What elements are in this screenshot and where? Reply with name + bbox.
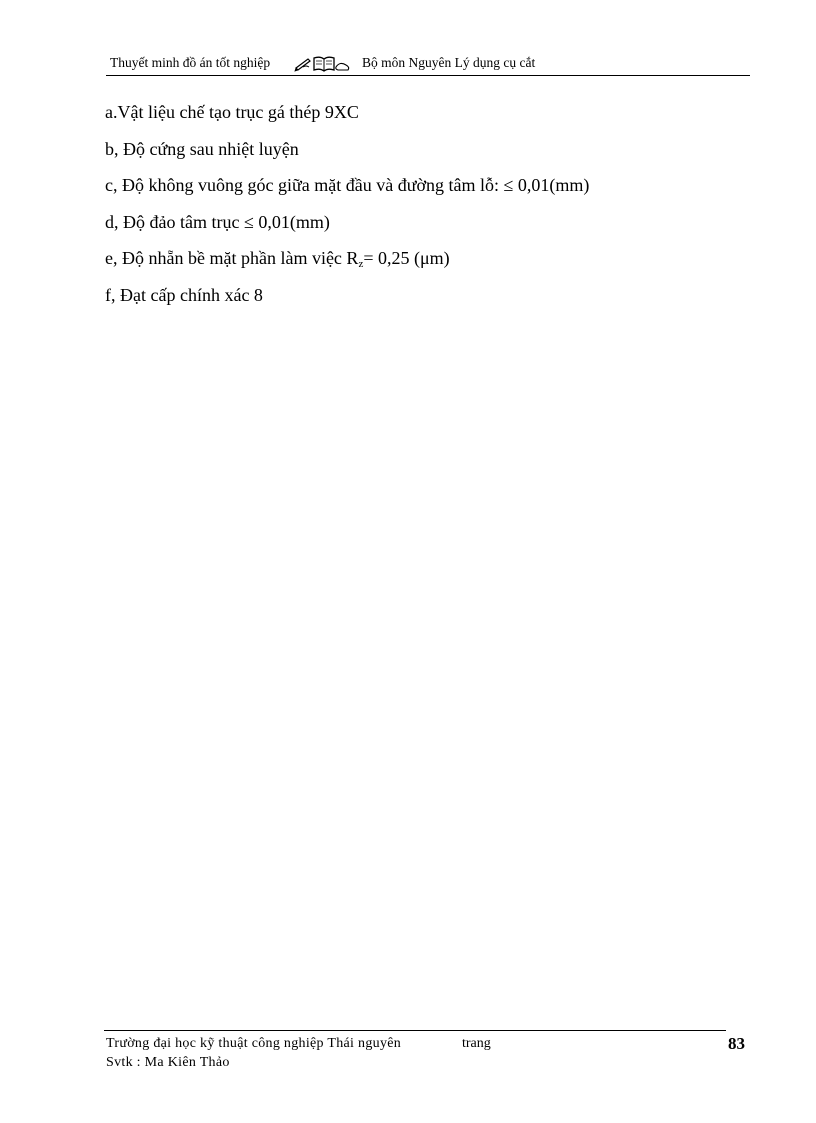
spec-accuracy-grade: f, Đạt cấp chính xác 8 [105,284,263,305]
footer-school: Trường đại học kỹ thuật công nghiệp Thái nguyên [106,1036,402,1051]
roughness-subscript: z [358,258,364,270]
spec-roughness-text: e, Độ nhẵn bề mặt phần làm việc R [105,248,359,268]
footer-rule [104,1030,726,1031]
footer-student: Svtk : Ma Kiên Thảo [106,1055,230,1070]
spec-material: a.Vật liệu chế tạo trục gá thép 9XC [105,102,359,122]
page-header [106,53,750,76]
spec-hardness: b, Độ cứng sau nhiệt luyện [105,138,299,159]
pen-book-ornament-icon [294,53,352,73]
spec-perpendicularity: c, Độ không vuông góc giữa mặt đầu và đường tâm lỗ: ≤ 0,01(mm) [105,175,590,195]
spec-runout: d, Độ đảo tâm trục ≤ 0,01(mm) [105,211,330,232]
header-department: Bộ môn Nguyên Lý dụng cụ cắt [362,55,536,70]
page-body [105,100,589,319]
footer-page-label: trang [462,1036,491,1051]
header-title: Thuyết minh đồ án tốt nghiệp [110,55,271,70]
spec-roughness [105,246,589,283]
spec-roughness-value: = 0,25 (μm) [363,248,450,268]
page-number: 83 [728,1034,745,1053]
